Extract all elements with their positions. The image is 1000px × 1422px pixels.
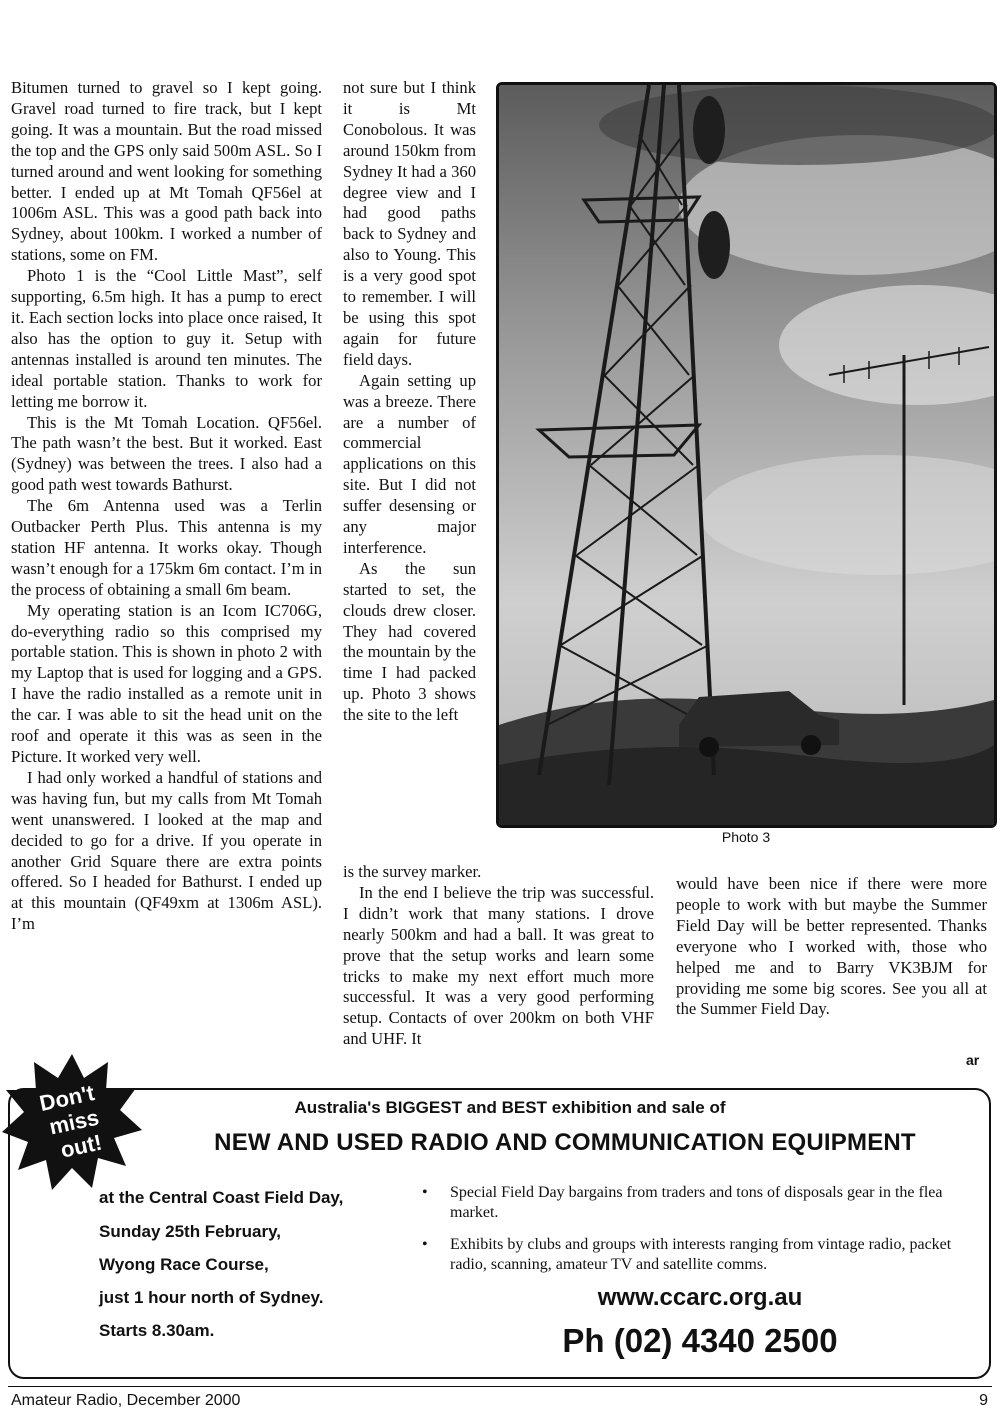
- article-paragraph: I had only worked a handful of stations and was having fun, but my calls from Mt Tomah went unanswered. I looked at the map and decided to go for a drive. If you operate in another Grid Square there are extra points offered. So I headed for Bathurst. I ended up at this mountain (QF49xm at 1306m ASL). I’m: [11, 767, 322, 934]
- footer-page-number: 9: [979, 1392, 988, 1409]
- ad-detail-line: at the Central Coast Field Day,: [99, 1188, 344, 1207]
- ad-headline: Australia's BIGGEST and BEST exhibition and sale of: [294, 1098, 726, 1117]
- article-end-mark: ar: [966, 1052, 980, 1068]
- ad-phone-number: Ph (02) 4340 2500: [562, 1322, 838, 1359]
- ad-detail-line: just 1 hour north of Sydney.: [99, 1288, 324, 1307]
- footer-divider: [8, 1386, 992, 1387]
- article-paragraph: would have been nice if there were more people to work with but maybe the Summer Field Day will be better represented. Thanks everyone who I worked with, those who helped me and to Barry VK3BJM for providing me some big scores. See you all at the Summer Field Day.: [676, 874, 987, 1019]
- burst-text-line: Don't: [37, 1080, 97, 1117]
- article-paragraph: is the survey marker.: [343, 862, 482, 881]
- burst-text-line: out!: [58, 1129, 105, 1163]
- article-column-2-narrow: [343, 78, 476, 726]
- photo-3: [496, 82, 997, 828]
- bullet-icon: •: [422, 1184, 428, 1201]
- article-column-1: [11, 78, 322, 935]
- ad-website-link[interactable]: www.ccarc.org.au: [597, 1284, 803, 1311]
- ad-bullet-list: [418, 1183, 978, 1287]
- article-paragraph: My operating station is an Icom IC706G, do-everything radio so this comprised my portable station. This is shown in photo 2 with my Laptop that is used for logging and a GPS. I have the radio installed as a remote unit in the car. I was able to sit the head unit on the roof and operate it this was as seen in the Picture. It worked very well.: [11, 600, 322, 766]
- article-paragraph: The 6m Antenna used was a Terlin Outbacker Perth Plus. This antenna is my station HF antenna. It works okay. Though wasn’t enough for a 175km 6m contact. I’m in the process of obtaining a small 6m beam.: [11, 496, 322, 599]
- article-paragraph: In the end I believe the trip was successful. I didn’t work that many stations. I drove nearly 500km and had a ball. It was great to prove that the setup works and learn some tricks to make my next effort much more successful. It was a very good performing setup. Contacts of over 200km on both VHF and UHF. It: [343, 882, 654, 1049]
- article-paragraph: As the sun started to set, the clouds drew closer. They had covered the mountain by the time I had packed up. Photo 3 shows the site to the left: [343, 558, 476, 725]
- tower-photo-image: [499, 85, 994, 825]
- ad-bullet-item: [418, 1235, 978, 1275]
- ad-main-headline: NEW AND USED RADIO AND COMMUNICATION EQUIPMENT: [214, 1129, 916, 1156]
- article-column-2-wide: [343, 862, 654, 1050]
- article-column-3: [676, 874, 987, 1020]
- article-paragraph: Bitumen turned to gravel so I kept going. Gravel road turned to fire track, but I kept going. It was a mountain. But the road missed the top and the GPS only said 500m ASL. So I turned around and went looking for something better. I ended up at Mt Tomah QF56el at 1006m ASL. This was a good path back into Sydney, about 100km. I worked a number of stations, some on FM.: [11, 78, 322, 265]
- photo-caption: Photo 3: [721, 829, 771, 845]
- article-paragraph: Again setting up was a breeze. There are a number of commercial applications on this site. But I did not suffer desensing or any major interference.: [343, 370, 476, 557]
- ad-bullet-item: [418, 1183, 978, 1223]
- dont-miss-out-burst: [0, 1050, 145, 1195]
- ad-detail-line: Sunday 25th February,: [99, 1222, 282, 1241]
- ad-bullet-text: Exhibits by clubs and groups with interests ranging from vintage radio, packet radio, scanning, amateur TV and satellite comms.: [450, 1236, 952, 1273]
- ad-bullet-text: Special Field Day bargains from traders and tons of disposals gear in the flea market.: [450, 1184, 943, 1221]
- article-paragraph: Photo 1 is the “Cool Little Mast”, self supporting, 6.5m high. It has a pump to erect it. Each section locks into place once raised, It also has the option to guy it. Setup with antennas installed is around ten minutes. The ideal portable station. Thanks to work for letting me borrow it.: [11, 266, 322, 411]
- article-paragraph: not sure but I think it is Mt Conobolous. It was around 150km from Sydney It had a 360 degree view and I had good paths back to Sydney and also to Young. This is a very good spot to remember. I will be using this spot again for future field days.: [343, 78, 476, 369]
- ad-detail-line: Wyong Race Course,: [99, 1255, 269, 1274]
- burst-text-line: miss: [46, 1104, 102, 1140]
- bullet-icon: •: [422, 1236, 428, 1253]
- article-paragraph: This is the Mt Tomah Location. QF56el. The path wasn’t the best. But it worked. East (Sydney) was between the trees. I also had a good path west towards Bathurst.: [11, 412, 322, 495]
- ad-detail-line: Starts 8.30am.: [99, 1321, 215, 1340]
- footer-publication: Amateur Radio, December 2000: [11, 1392, 241, 1409]
